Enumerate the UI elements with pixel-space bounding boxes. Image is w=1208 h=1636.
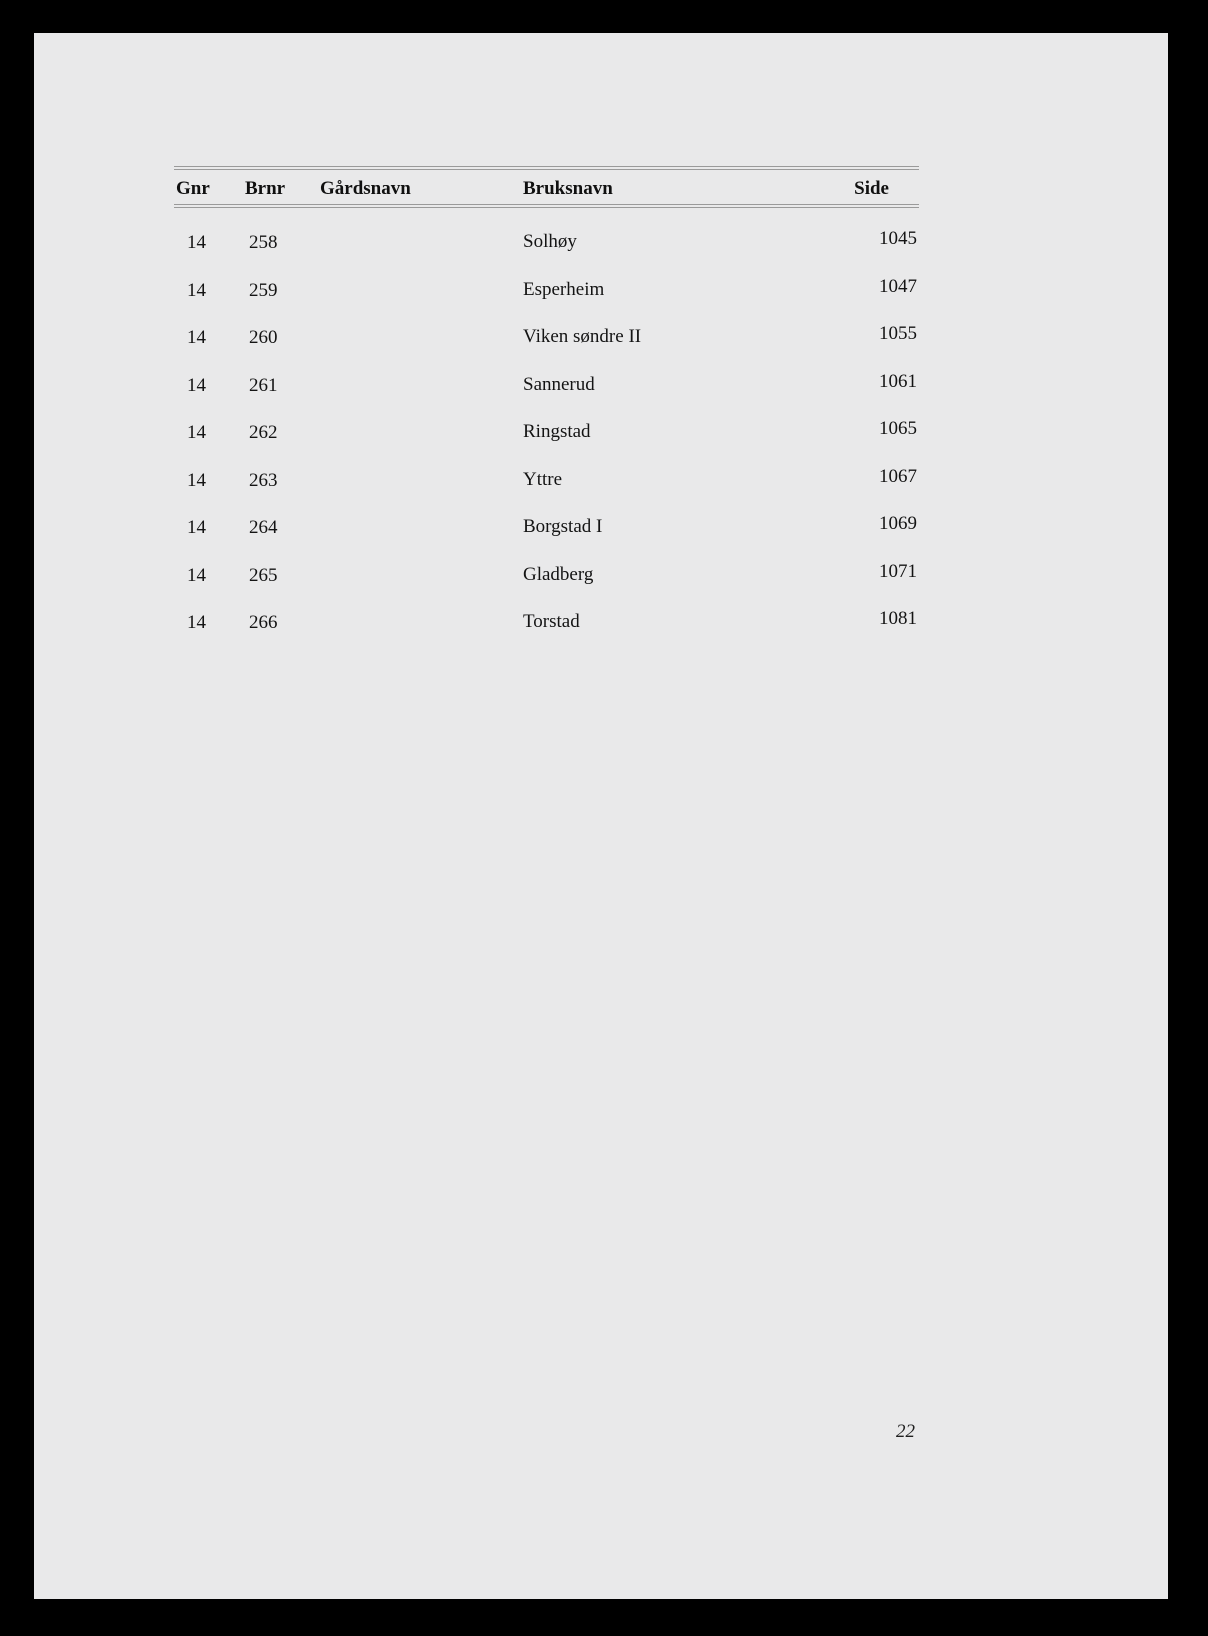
table-row [174, 416, 919, 464]
table-row [174, 321, 919, 369]
table-row [174, 464, 919, 512]
cell-bruksnavn: Torstad [523, 611, 580, 632]
table-body [174, 226, 919, 654]
cell-brnr: 260 [249, 327, 278, 348]
cell-side: 1067 [879, 465, 917, 487]
cell-side: 1071 [879, 560, 917, 582]
cell-brnr: 261 [249, 374, 278, 396]
table-row [174, 274, 919, 322]
cell-gnr: 14 [187, 327, 206, 348]
cell-bruksnavn: Gladberg [523, 563, 594, 585]
cell-brnr: 259 [249, 279, 278, 301]
document-page [34, 33, 1168, 1599]
header-side: Side [854, 178, 889, 199]
table-row [174, 606, 919, 654]
cell-gnr: 14 [187, 564, 206, 586]
header-brnr: Brnr [245, 178, 286, 199]
table-row [174, 369, 919, 417]
cell-brnr: 266 [249, 612, 278, 633]
cell-gnr: 14 [187, 279, 206, 301]
cell-gnr: 14 [187, 517, 206, 538]
cell-side: 1047 [879, 275, 917, 297]
property-index-table [174, 166, 919, 654]
cell-gnr: 14 [187, 232, 206, 253]
cell-bruksnavn: Solhøy [523, 231, 577, 252]
cell-side: 1081 [879, 608, 917, 629]
cell-bruksnavn: Sannerud [523, 373, 595, 395]
cell-brnr: 265 [249, 564, 278, 586]
cell-side: 1065 [879, 418, 917, 439]
header-gnr: Gnr [176, 178, 210, 199]
header-bruksnavn: Bruksnavn [523, 178, 613, 199]
page-number: 22 [896, 1421, 915, 1442]
cell-gnr: 14 [187, 612, 206, 633]
table-row [174, 511, 919, 559]
header-gardsnavn: Gårdsnavn [320, 178, 411, 199]
cell-bruksnavn: Viken søndre II [523, 326, 642, 347]
table-header [174, 170, 919, 204]
cell-side: 1055 [879, 323, 917, 344]
cell-side: 1069 [879, 513, 917, 534]
cell-gnr: 14 [187, 469, 206, 491]
cell-side: 1045 [879, 228, 917, 249]
cell-brnr: 258 [249, 232, 278, 253]
cell-gnr: 14 [187, 422, 206, 443]
cell-side: 1061 [879, 370, 917, 392]
cell-bruksnavn: Yttre [523, 468, 563, 490]
cell-bruksnavn: Borgstad I [523, 516, 603, 537]
cell-bruksnavn: Esperheim [523, 278, 605, 300]
table-row [174, 226, 919, 274]
header-bottom-rule [174, 204, 919, 208]
cell-brnr: 264 [249, 517, 278, 538]
cell-brnr: 262 [249, 422, 278, 443]
cell-brnr: 263 [249, 469, 278, 491]
cell-bruksnavn: Ringstad [523, 421, 591, 442]
table-row [174, 559, 919, 607]
cell-gnr: 14 [187, 374, 206, 396]
